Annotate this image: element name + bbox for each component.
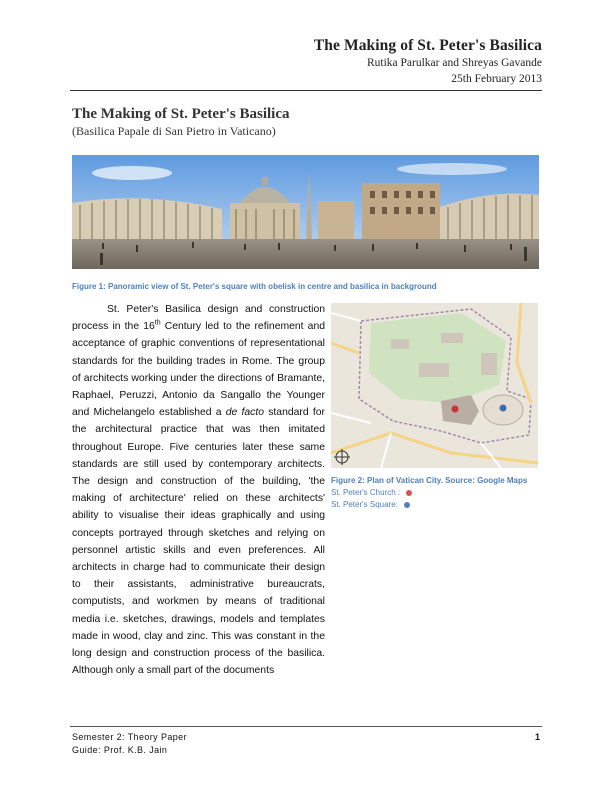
running-header-authors: Rutika Parulkar and Shreyas Gavande [366, 57, 542, 69]
square-marker [500, 405, 507, 412]
document-subtitle: (Basilica Papale di San Pietro in Vaticano) [72, 124, 276, 138]
legend-square-label: St. Peter's Square: [331, 500, 398, 509]
legend-square [331, 500, 410, 509]
running-header-date: 25th February 2013 [451, 73, 542, 85]
panorama-photo [72, 155, 539, 269]
figure-1-caption: Figure 1: Panoramic view of St. Peter's square with obelisk in centre and basilica in background [72, 282, 437, 291]
vatican-map [331, 303, 538, 468]
body-text-part-3: standard for the architectural practice that was then imitated throughout Europe. Five centuries later these same standards are still used by contemporary architects. The design and construction of the building, 'the making of architecture' relied on these architects' ability to visualise their ideas graphically and using concepts portrayed through sketches and relying on personnel artistic skills and even preferences. All architects in charge had to communicate their design to their assistants, administrative bureaucrats, computists, and workmen by means of traditional media i.e. sketches, drawings, models and templates made in wood, clay and zinc. This was constant in the long design and construction process of the basilica. Although only a small part of the documents [72, 407, 325, 677]
legend-square-swatch [404, 502, 410, 508]
document-title: The Making of St. Peter's Basilica [72, 106, 290, 122]
header-rule [70, 90, 542, 91]
figure-2-caption: Figure 2: Plan of Vatican City. Source: Google Maps [331, 476, 528, 485]
legend-church-label: St. Peter's Church : [331, 488, 401, 497]
church-marker [452, 406, 459, 413]
legend-church [331, 488, 412, 497]
footer-rule [70, 726, 542, 727]
body-text-part-1: St. Peter's Basilica design and construction process in the 16 [72, 304, 325, 333]
body-paragraph [72, 301, 325, 679]
running-header-title: The Making of St. Peter's Basilica [313, 37, 542, 54]
footer-semester: Semester 2: Theory Paper [72, 732, 187, 742]
body-text-italic: de facto [225, 407, 265, 419]
page-number: 1 [534, 732, 540, 742]
body-text-part-2: Century led to the refinement and acceptance of graphic conventions of representational standards for the building trades in Rome. The group of architects working under the directions of Bramante, Raphael, Peruzzi, Antonio da Sangallo the Younger and Michelangelo established a [72, 321, 326, 419]
legend-church-swatch [406, 490, 412, 496]
footer-guide: Guide: Prof. K.B. Jain [72, 745, 168, 755]
ordinal-superscript: th [154, 319, 161, 327]
